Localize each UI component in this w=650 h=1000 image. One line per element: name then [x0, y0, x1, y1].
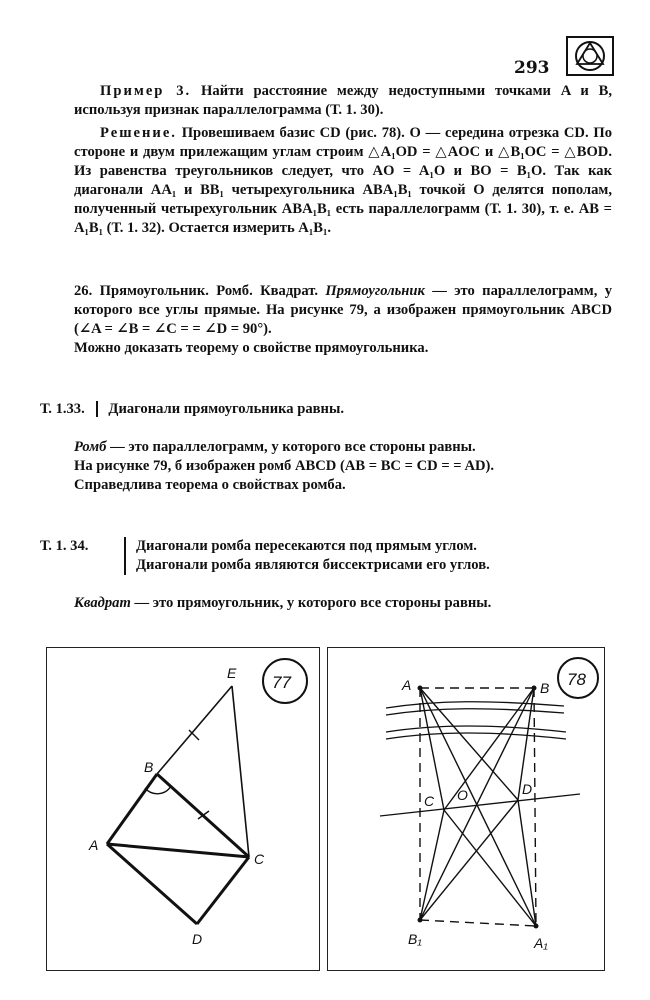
solution-text: Провешиваем базис CD (рис. 78). O — середина отрезка CD. По стороне и двум прилежащим углам строим △A₁OD = △AOC и △B₁OC = △BOD. Из равенства треугольников следует, что AO = A₁O и BO = B₁O. Так как диагонали AA₁ и BB₁ четырехугольника ABA₁B₁ точкой O делятся пополам, полученный четырехугольник ABA₁B₁ есть параллелограмм (Т. 1. 30), т. е. AB = A₁B₁ (Т. 1. 32). Остается измерить A₁B₁.: [74, 125, 612, 236]
figure-77: [46, 647, 320, 971]
point-label: B: [540, 680, 550, 696]
point-label: B₁: [408, 931, 422, 947]
figure-78: [327, 647, 605, 971]
theorem-text: Диагонали прямоугольника равны.: [96, 401, 344, 417]
figure-number: 78: [567, 670, 586, 689]
point-label: B: [144, 759, 154, 775]
point-label: C: [424, 793, 435, 809]
figure-number: 77: [272, 673, 291, 692]
rectangle-definition: — это параллелограмм, у которого все углы прямые. На рисунке 79, а изображен прямоугольник ABCD (∠A = ∠B = ∠C = = ∠D = 90°).: [74, 283, 612, 337]
rectangle-term: Прямоугольник: [325, 283, 425, 299]
example-lead: Пример 3.: [100, 83, 192, 99]
square-text: — это прямоугольник, у которого все стороны равны.: [130, 595, 492, 611]
theorem-label: Т. 1. 34.: [40, 538, 89, 554]
example-3: [74, 82, 612, 120]
solution-lead: Решение.: [100, 125, 177, 141]
point-label: A₁: [534, 935, 548, 951]
theorem-1-34: [40, 537, 490, 575]
circle-triangle-icon: [565, 35, 615, 77]
example-text: Найти расстояние между недоступными точками A и B, используя признак параллелограмма (Т. 1. 30).: [74, 83, 612, 118]
rhombus-definition: [74, 438, 612, 495]
point-label: E: [227, 665, 237, 681]
rhombus-after: Справедлива теорема о свойствах ромба.: [74, 477, 346, 493]
point-label: O: [457, 787, 468, 803]
point-label: A: [89, 837, 99, 853]
point-label: C: [254, 851, 265, 867]
section-heading: 26. Прямоугольник. Ромб. Квадрат.: [74, 283, 318, 299]
rhombus-term: Ромб: [74, 439, 107, 455]
point-label: A: [402, 677, 412, 693]
rhombus-figure-ref: На рисунке 79, б изображен ромб ABCD (AB = BC = CD = = AD).: [74, 458, 495, 474]
theorem-1-33: [40, 400, 344, 419]
theorem-line-1: Диагонали ромба пересекаются под прямым углом.: [136, 538, 477, 554]
page-number: 293: [514, 58, 550, 78]
theorem-line-2: Диагонали ромба являются биссектрисами его углов.: [136, 557, 490, 573]
square-definition: [74, 594, 612, 613]
point-label: D: [192, 931, 203, 947]
section-26: [74, 282, 612, 358]
theorem-label: Т. 1.33.: [40, 401, 85, 417]
square-term: Квадрат: [74, 595, 131, 611]
solution: [74, 124, 612, 238]
rhombus-text: — это параллелограмм, у которого все стороны равны.: [106, 439, 476, 455]
rectangle-after: Можно доказать теорему о свойстве прямоугольника.: [74, 340, 429, 356]
point-label: D: [522, 781, 533, 797]
